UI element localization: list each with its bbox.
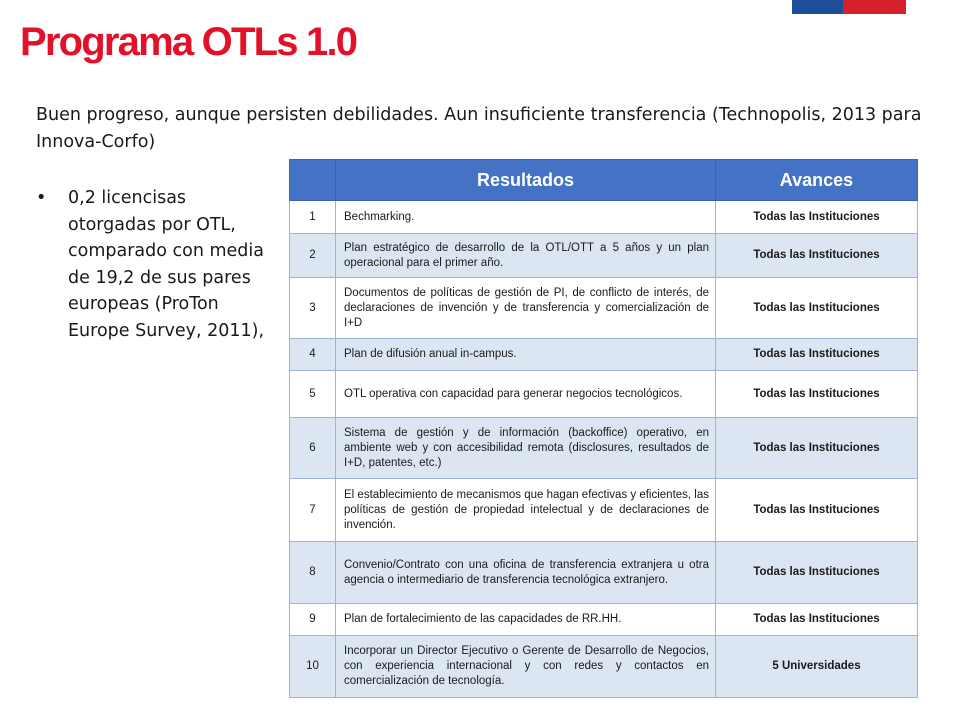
row-number: 9 xyxy=(290,604,336,636)
row-result: Documentos de políticas de gestión de PI, de conflicto de interés, de declaraciones de invención y de transferencia y comercialización de I+D xyxy=(336,278,716,339)
row-result: Plan estratégico de desarrollo de la OTL/OTT a 5 años y un plan operacional para el primer año. xyxy=(336,234,716,278)
row-result: Convenio/Contrato con una oficina de transferencia extranjera u otra agencia o intermediario de transferencia tecnológica extranjero. xyxy=(336,542,716,604)
table-row xyxy=(290,542,918,604)
header-num xyxy=(290,160,336,201)
row-result: Plan de difusión anual in-campus. xyxy=(336,339,716,371)
row-advance: 5 Universidades xyxy=(716,636,918,698)
row-number: 6 xyxy=(290,418,336,479)
row-number: 1 xyxy=(290,201,336,234)
row-advance: Todas las Instituciones xyxy=(716,604,918,636)
flag-stripe-blue xyxy=(792,0,843,14)
row-result: El establecimiento de mecanismos que hagan efectivas y eficientes, las políticas de gestión de propiedad intelectual y de declaraciones de invención. xyxy=(336,479,716,542)
row-advance: Todas las Instituciones xyxy=(716,542,918,604)
row-advance: Todas las Instituciones xyxy=(716,339,918,371)
table-row xyxy=(290,201,918,234)
row-advance: Todas las Instituciones xyxy=(716,479,918,542)
row-result: Bechmarking. xyxy=(336,201,716,234)
table-row xyxy=(290,234,918,278)
table-row xyxy=(290,636,918,698)
row-number: 5 xyxy=(290,371,336,418)
bullet-marker: • xyxy=(36,188,47,208)
table-row xyxy=(290,418,918,479)
header-advances: Avances xyxy=(716,160,918,201)
row-number: 8 xyxy=(290,542,336,604)
row-advance: Todas las Instituciones xyxy=(716,201,918,234)
row-advance: Todas las Instituciones xyxy=(716,234,918,278)
bullet-item xyxy=(36,185,272,344)
table-header-row xyxy=(290,160,918,201)
flag-stripe-red xyxy=(843,0,906,14)
table-row xyxy=(290,339,918,371)
row-advance: Todas las Instituciones xyxy=(716,418,918,479)
row-advance: Todas las Instituciones xyxy=(716,371,918,418)
row-result: OTL operativa con capacidad para generar negocios tecnológicos. xyxy=(336,371,716,418)
page-title: Programa OTLs 1.0 xyxy=(20,20,357,64)
row-result: Sistema de gestión y de información (backoffice) operativo, en ambiente web y con accesibilidad remota (disclosures, resultados de I+D, patentes, etc.) xyxy=(336,418,716,479)
table-row xyxy=(290,479,918,542)
row-result: Plan de fortalecimiento de las capacidades de RR.HH. xyxy=(336,604,716,636)
table-row xyxy=(290,371,918,418)
row-number: 4 xyxy=(290,339,336,371)
header-results: Resultados xyxy=(336,160,716,201)
row-number: 7 xyxy=(290,479,336,542)
bullet-text: 0,2 licencisas otorgadas por OTL, comparado con media de 19,2 de sus pares europeas (ProTon Europe Survey, 2011), xyxy=(68,188,265,341)
row-advance: Todas las Instituciones xyxy=(716,278,918,339)
row-result: Incorporar un Director Ejecutivo o Gerente de Desarrollo de Negocios, con experiencia internacional y con redes y contactos en comercialización de tecnología. xyxy=(336,636,716,698)
row-number: 2 xyxy=(290,234,336,278)
row-number: 10 xyxy=(290,636,336,698)
results-table xyxy=(289,159,918,698)
row-number: 3 xyxy=(290,278,336,339)
table-row xyxy=(290,604,918,636)
table-row xyxy=(290,278,918,339)
subtitle: Buen progreso, aunque persisten debilidades. Aun insuficiente transferencia (Technopolis, 2013 para Innova-Corfo) xyxy=(36,105,922,152)
